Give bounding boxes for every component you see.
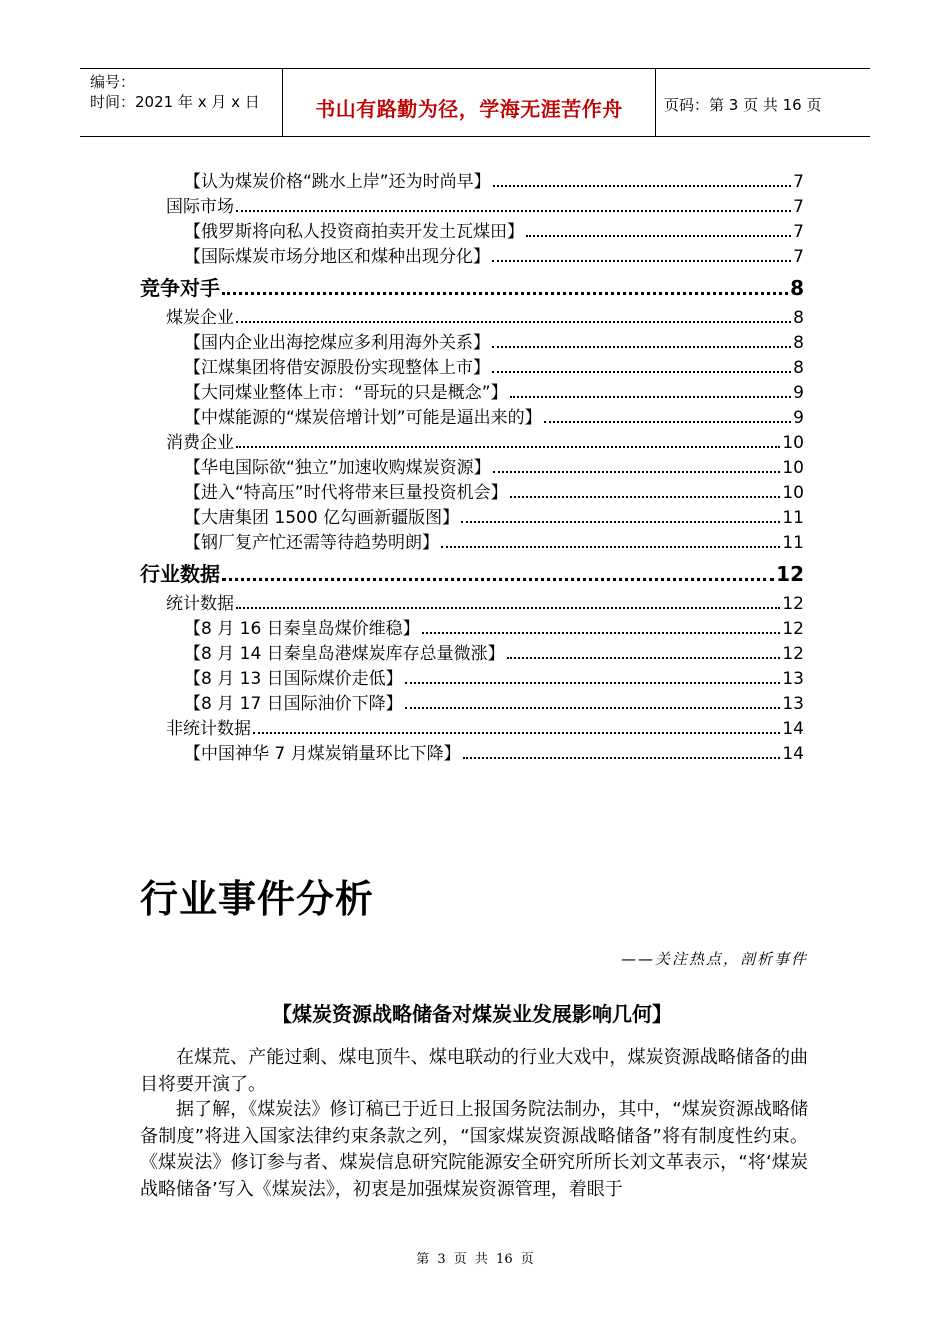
toc-entry-page: 11 [782,533,804,553]
toc-entry-title: 【8 月 16 日秦皇岛煤价维稳】 [184,619,420,639]
toc-leader-dots [253,732,780,734]
toc-leader-dots [236,321,791,323]
article-paragraph: 据了解，《煤炭法》修订稿已于近日上报国务院法制办，其中，“煤炭资源战略储备制度”将进入国家法律约束条款之列，“国家煤炭资源战略储备”将有制度性约束。《煤炭法》修订参与者、煤炭信息研究院能源安全研究所所长刘文革表示，“将‘煤炭战略储备’写入《煤炭法》，初衷是加强煤炭资源管理，着眼于 [140,1099,808,1200]
header-motto-cell [282,69,656,136]
toc-entry[interactable] [140,220,804,245]
toc-entry[interactable] [140,592,804,617]
toc-leader-dots [492,371,791,373]
toc-entry-title: 【8 月 13 日国际煤价走低】 [184,669,403,689]
toc-entry-title: 【大唐集团 1500 亿勾画新疆版图】 [184,508,460,528]
toc-entry-page: 8 [793,333,804,353]
toc-entry-title: 非统计数据 [166,719,251,739]
page-header [80,68,870,137]
toc-entry[interactable] [140,245,804,270]
toc-entry-page: 12 [782,594,804,614]
toc-leader-dots [461,521,780,523]
toc-entry-page: 9 [793,383,804,403]
toc-entry-page: 7 [793,197,804,217]
header-page-info: 页码：第 3 页 共 16 页 [664,96,822,114]
toc-entry[interactable] [140,381,804,406]
toc-entry-title: 行业数据 [140,562,220,586]
toc-entry[interactable] [140,456,804,481]
toc-leader-dots [526,235,791,237]
toc-leader-dots [463,757,781,759]
toc-entry-title: 统计数据 [166,594,234,614]
toc-entry-page: 8 [793,358,804,378]
toc-entry-title: 【大同煤业整体上市：“哥玩的只是概念”】 [184,383,508,403]
toc-leader-dots [222,578,774,581]
toc-entry-title: 【认为煤炭价格“跳水上岸”还为时尚早】 [184,172,491,192]
table-of-contents [140,170,804,767]
toc-leader-dots [510,496,781,498]
toc-entry[interactable] [140,556,804,592]
section-title: 行业事件分析 [140,877,375,921]
toc-leader-dots [405,707,781,709]
toc-entry-page: 10 [782,483,804,503]
toc-leader-dots [236,607,780,609]
document-date: 时间：2021 年 x 月 x 日 [90,93,260,111]
toc-entry[interactable] [140,617,804,642]
section-subtitle: ——关注热点，剖析事件 [620,950,808,968]
toc-leader-dots [510,396,792,398]
toc-entry-page: 8 [790,276,804,300]
toc-entry[interactable] [140,306,804,331]
header-right-cell [656,69,870,136]
page-footer: 第 3 页 共 16 页 [416,1252,534,1267]
toc-entry-title: 消费企业 [166,433,234,453]
toc-entry-title: 【华电国际欲“独立”加速收购煤炭资源】 [184,458,491,478]
toc-entry[interactable] [140,667,804,692]
toc-entry-title: 【钢厂复产忙还需等待趋势明朗】 [184,533,439,553]
toc-entry-title: 【国内企业出海挖煤应多利用海外关系】 [184,333,490,353]
toc-entry[interactable] [140,270,804,306]
header-left-cell [80,69,280,136]
toc-entry[interactable] [140,431,804,456]
toc-leader-dots [236,210,791,212]
toc-entry-page: 14 [782,744,804,764]
document-number-label: 编号： [90,73,136,91]
toc-leader-dots [441,546,780,548]
toc-entry[interactable] [140,481,804,506]
toc-entry[interactable] [140,531,804,556]
toc-leader-dots [222,292,788,295]
toc-entry-page: 10 [782,458,804,478]
toc-entry-page: 12 [782,644,804,664]
toc-entry-page: 12 [776,562,804,586]
toc-entry-title: 【进入“特高压”时代将带来巨量投资机会】 [184,483,508,503]
toc-entry[interactable] [140,642,804,667]
toc-entry-title: 【俄罗斯将向私人投资商拍卖开发土瓦煤田】 [184,222,524,242]
toc-entry-page: 12 [782,619,804,639]
toc-leader-dots [544,421,792,423]
toc-entry-title: 【8 月 14 日秦皇岛港煤炭库存总量微涨】 [184,644,505,664]
toc-entry-page: 9 [793,408,804,428]
toc-entry-title: 【江煤集团将借安源股份实现整体上市】 [184,358,490,378]
toc-entry-title: 竞争对手 [140,276,220,300]
toc-entry[interactable] [140,717,804,742]
toc-entry-page: 11 [782,508,804,528]
toc-entry-title: 煤炭企业 [166,308,234,328]
toc-entry-title: 【8 月 17 日国际油价下降】 [184,694,403,714]
toc-entry[interactable] [140,406,804,431]
toc-entry-title: 【国际煤炭市场分地区和煤种出现分化】 [184,247,490,267]
toc-entry-page: 8 [793,308,804,328]
toc-entry-page: 10 [782,433,804,453]
article-title: 【煤炭资源战略储备对煤炭业发展影响几何】 [272,1002,672,1026]
toc-entry-page: 13 [782,669,804,689]
toc-entry[interactable] [140,692,804,717]
toc-leader-dots [507,657,781,659]
toc-leader-dots [492,260,791,262]
toc-entry[interactable] [140,742,804,767]
article-paragraph: 在煤荒、产能过剩、煤电顶牛、煤电联动的行业大戏中，煤炭资源战略储备的曲目将要开演了。 [140,1047,808,1095]
toc-entry-page: 7 [793,247,804,267]
toc-entry-title: 【中国神华 7 月煤炭销量环比下降】 [184,744,461,764]
toc-entry[interactable] [140,195,804,220]
toc-entry[interactable] [140,170,804,195]
toc-leader-dots [493,185,792,187]
toc-leader-dots [405,682,781,684]
toc-entry-page: 13 [782,694,804,714]
toc-entry-page: 7 [793,172,804,192]
toc-entry-title: 【中煤能源的“煤炭倍增计划”可能是逼出来的】 [184,408,542,428]
toc-entry[interactable] [140,356,804,381]
toc-leader-dots [422,632,781,634]
toc-entry[interactable] [140,506,804,531]
toc-leader-dots [492,346,791,348]
toc-leader-dots [493,471,781,473]
header-motto: 书山有路勤为径，学海无涯苦作舟 [315,97,623,121]
toc-entry-page: 7 [793,222,804,242]
toc-entry-title: 国际市场 [166,197,234,217]
toc-entry-page: 14 [782,719,804,739]
toc-leader-dots [236,446,780,448]
toc-entry[interactable] [140,331,804,356]
